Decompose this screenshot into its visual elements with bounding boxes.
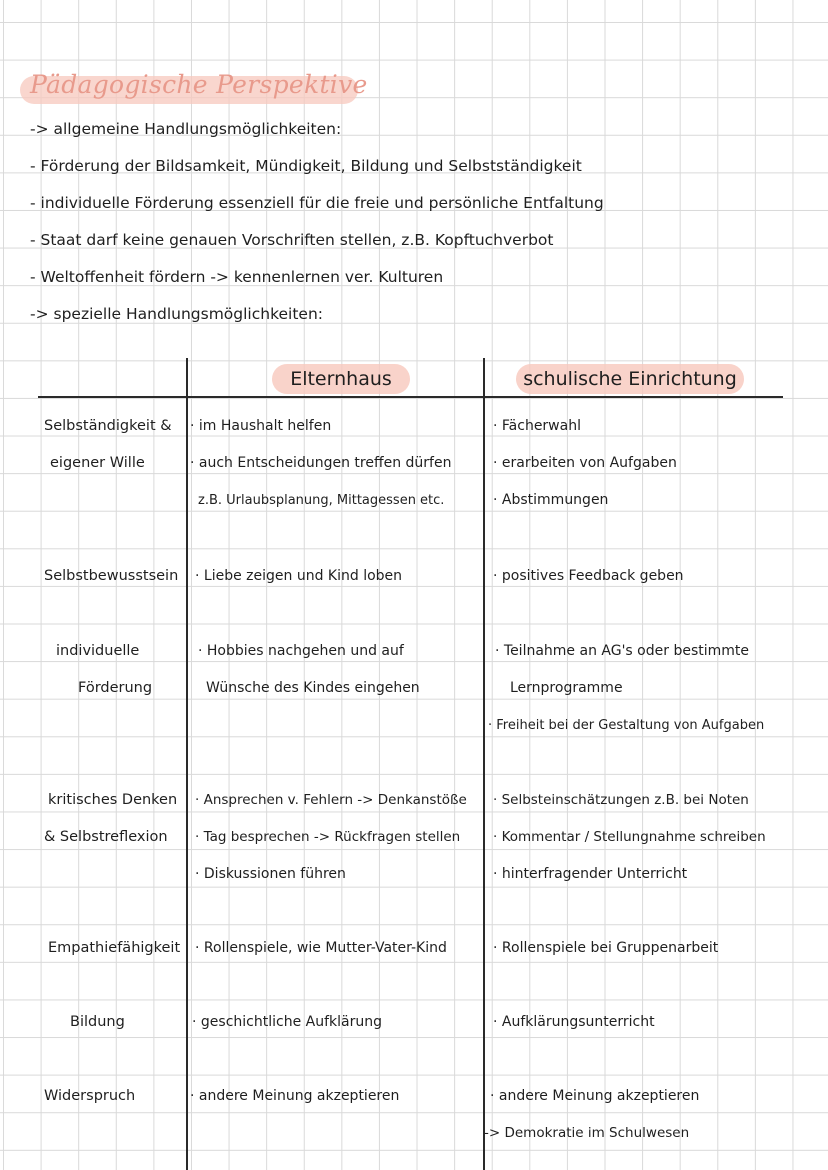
title-text: Pädagogische Perspektive <box>30 70 368 99</box>
intro-line-general-heading: -> allgemeine Handlungsmöglichkeiten: <box>30 120 342 138</box>
cell-schule: · positives Feedback geben <box>493 568 684 584</box>
cell-elternhaus: · geschichtliche Aufklärung <box>192 1014 382 1030</box>
cell-schule: · Kommentar / Stellungnahme schreiben <box>493 829 766 845</box>
row-label: Bildung <box>70 1014 125 1030</box>
cell-elternhaus: · Liebe zeigen und Kind loben <box>195 568 403 584</box>
intro-line: - Staat darf keine genauen Vorschriften stellen, z.B. Kopftuchverbot <box>30 231 554 249</box>
cell-schule: · Fächerwahl <box>493 418 581 434</box>
page-title <box>20 68 368 106</box>
cell-elternhaus: · Rollenspiele, wie Mutter-Vater-Kind <box>195 940 447 956</box>
row-label: Selbständigkeit & <box>44 418 172 434</box>
row-label: Selbstbewusstsein <box>44 568 179 584</box>
cell-elternhaus: · Hobbies nachgehen und auf <box>198 643 404 659</box>
cell-schule: · andere Meinung akzeptieren <box>490 1088 700 1104</box>
column-header-elternhaus <box>272 364 410 394</box>
cell-schule: · Rollenspiele bei Gruppenarbeit <box>493 940 719 956</box>
cell-schule: · Selbsteinschätzungen z.B. bei Noten <box>493 792 749 808</box>
header-text: schulische Einrichtung <box>523 368 737 390</box>
cell-elternhaus: z.B. Urlaubsplanung, Mittagessen etc. <box>198 493 445 508</box>
intro-line: - Förderung der Bildsamkeit, Mündigkeit, Bildung und Selbstständigkeit <box>30 157 582 175</box>
cell-schule: · Abstimmungen <box>493 492 609 508</box>
row-label: eigener Wille <box>50 455 145 471</box>
table-divider-right <box>483 358 485 1170</box>
cell-elternhaus: · Tag besprechen -> Rückfragen stellen <box>195 829 461 845</box>
cell-schule: -> Demokratie im Schulwesen <box>484 1125 690 1141</box>
row-label: kritisches Denken <box>48 792 178 808</box>
row-label: Förderung <box>78 680 153 696</box>
header-text: Elternhaus <box>290 368 392 390</box>
cell-elternhaus: · auch Entscheidungen treffen dürfen <box>190 455 452 471</box>
cell-schule: · Freiheit bei der Gestaltung von Aufgaben <box>488 718 765 733</box>
row-label: Empathiefähigkeit <box>48 940 181 956</box>
cell-schule: · Teilnahme an AG's oder bestimmte <box>495 643 749 659</box>
cell-schule: · hinterfragender Unterricht <box>493 866 688 882</box>
intro-line: - individuelle Förderung essenziell für die freie und persönliche Entfaltung <box>30 194 604 212</box>
cell-schule: · erarbeiten von Aufgaben <box>493 455 677 471</box>
column-header-schule <box>516 364 744 394</box>
row-label: individuelle <box>56 643 140 659</box>
cell-elternhaus: · Diskussionen führen <box>195 866 346 882</box>
row-label: & Selbstreflexion <box>44 829 168 845</box>
cell-schule: · Aufklärungsunterricht <box>493 1014 655 1030</box>
intro-line: - Weltoffenheit fördern -> kennenlernen ver. Kulturen <box>30 268 444 286</box>
cell-elternhaus: · Ansprechen v. Fehlern -> Denkanstöße <box>195 792 467 808</box>
row-label: Widerspruch <box>44 1088 136 1104</box>
cell-schule: Lernprogramme <box>510 680 623 696</box>
cell-elternhaus: · andere Meinung akzeptieren <box>190 1088 400 1104</box>
cell-elternhaus: Wünsche des Kindes eingehen <box>206 680 420 696</box>
table-divider-left <box>186 358 188 1170</box>
table-header-divider <box>38 396 783 398</box>
intro-line-special-heading: -> spezielle Handlungsmöglichkeiten: <box>30 305 324 323</box>
cell-elternhaus: · im Haushalt helfen <box>190 418 332 434</box>
